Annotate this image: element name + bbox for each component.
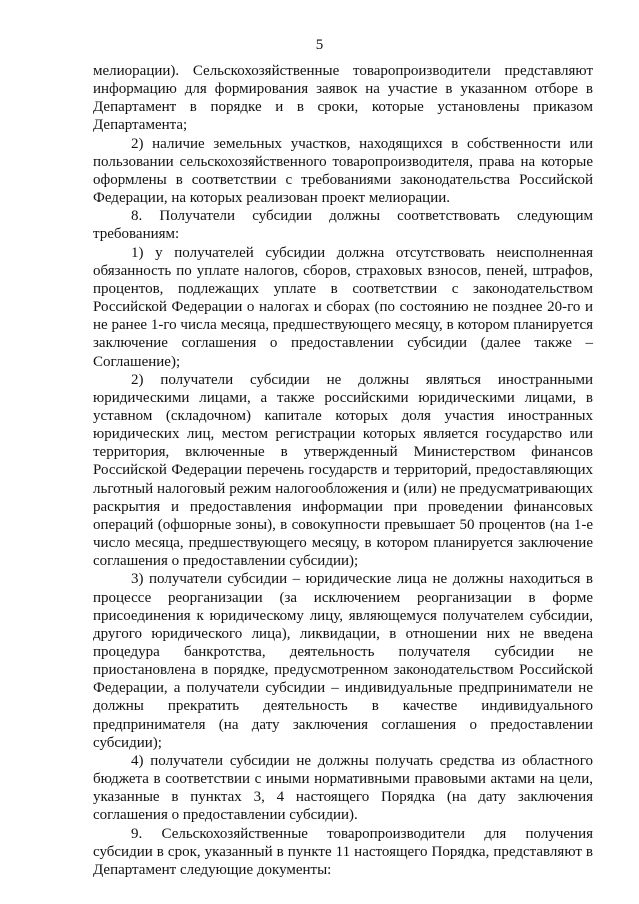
- document-body: [93, 62, 593, 879]
- paragraph-melioration-continued: мелиорации). Сельскохозяйственные товаропроизводители представляют информацию для формирования заявок на участие в указанном отборе в Департамент в порядке и в сроки, которые установлены приказом Департамента;: [93, 63, 593, 134]
- paragraph-item-8-requirements: 8. Получатели субсидии должны соответствовать следующим требованиям:: [93, 208, 593, 243]
- paragraph-item-9-documents: 9. Сельскохозяйственные товаропроизводители для получения субсидии в срок, указанный в пункте 11 настоящего Порядка, представляют в Департамент следующие документы:: [93, 825, 593, 878]
- paragraph-requirement-4-no-other-funds: 4) получатели субсидии не должны получать средства из областного бюджета в соответствии с иными нормативными правовыми актами на цели, указанные в пунктах 3, 4 настоящего Порядка (на дату заключения соглашения о предоставлении субсидии).: [93, 752, 593, 824]
- paragraph-requirement-1-no-tax-debt: 1) у получателей субсидии должна отсутствовать неисполненная обязанность по уплате налогов, сборов, страховых взносов, пеней, штрафов, процентов, подлежащих уплате в соответствии с законодательством Российской Федерации о налогах и сборах (по состоянию не позднее 20-го и не ранее 1-го числа месяца, предшествующего месяцу, в котором планируется заключение соглашения о предоставлении субсидии (далее также – Соглашение);: [93, 244, 593, 370]
- paragraph-requirement-2-not-foreign: 2) получатели субсидии не должны являться иностранными юридическими лицами, а также российскими юридическими лицами, в уставном (складочном) капитале которых доля участия иностранных юридических лиц, местом регистрации которых является государство или территория, включенные в утвержденный Министерством финансов Российской Федерации перечень государств и территорий, предоставляющих льготный налоговый режим налогообложения и (или) не предусматривающих раскрытия и предоставления информации при проведении финансовых операций (офшорные зоны), в совокупности превышает 50 процентов (на 1-е число месяца, предшествующего месяцу, в котором планируется заключение соглашения о предоставлении субсидии);: [93, 371, 593, 570]
- page-number: 5: [315, 37, 324, 53]
- paragraph-land-plots: 2) наличие земельных участков, находящихся в собственности или пользовании сельскохозяйственного товаропроизводителя, права на которые оформлены в соответствии с требованиями законодательства Российской Федерации, на которых реализован проект мелиорации.: [93, 135, 593, 207]
- paragraph-requirement-3-no-reorganization: 3) получатели субсидии – юридические лица не должны находиться в процессе реорганизации (за исключением реорганизации в форме присоединения к юридическому лицу, являющемуся получателем субсидии, другого юридического лица), ликвидации, в отношении них не введена процедура банкротства, деятельность получателя субсидии не приостановлена в порядке, предусмотренном законодательством Российской Федерации, а получатели субсидии – индивидуальные предприниматели не должны прекратить деятельность в качестве индивидуального предпринимателя (на дату заключения соглашения о предоставлении субсидии);: [93, 571, 593, 751]
